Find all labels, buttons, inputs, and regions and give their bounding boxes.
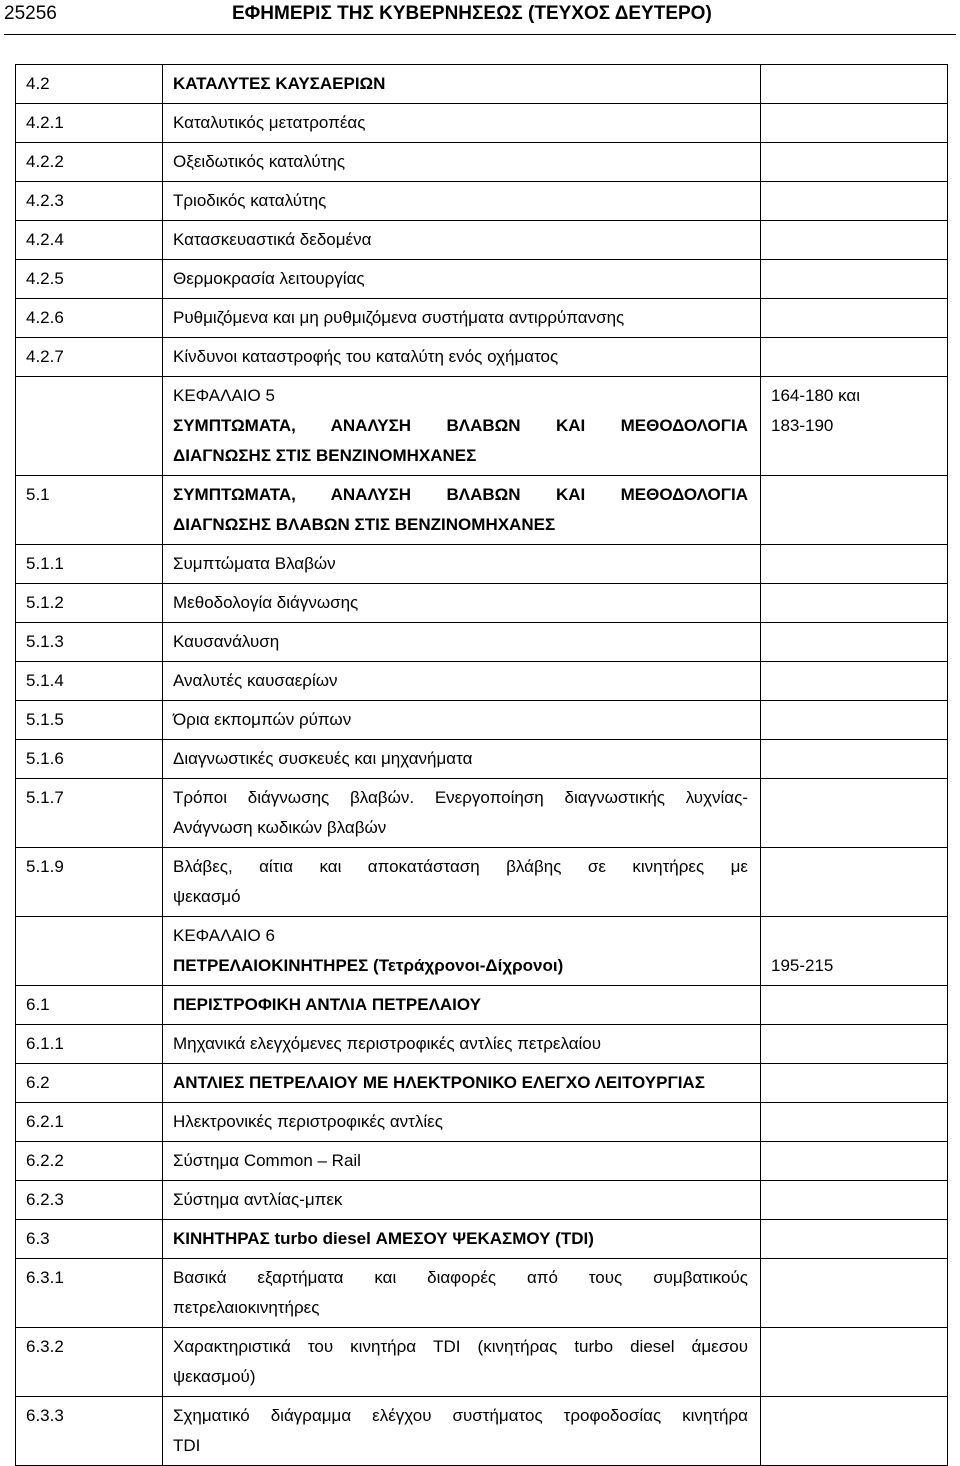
section-title <box>163 476 761 545</box>
section-number: 6.2.1 <box>16 1103 163 1142</box>
page-header <box>0 0 960 36</box>
page-range <box>761 1103 948 1142</box>
section-title: Κίνδυνοι καταστροφής του καταλύτη ενός οχήματος <box>163 338 761 377</box>
page-range <box>761 65 948 104</box>
table-row <box>16 1259 948 1328</box>
table-row <box>16 701 948 740</box>
page-range <box>761 221 948 260</box>
table-row <box>16 545 948 584</box>
section-title-line: ΣΥΜΠΤΩΜΑΤΑ, ΑΝΑΛΥΣΗ ΒΛΑΒΩΝ ΚΑΙ ΜΕΘΟΔΟΛΟΓΙΑ <box>173 485 748 504</box>
section-title-line: πετρελαιοκινητήρες <box>173 1298 320 1317</box>
page-range <box>761 1025 948 1064</box>
page-range-line: 164-180 και <box>771 386 861 405</box>
table-row <box>16 104 948 143</box>
section-number: 5.1.4 <box>16 662 163 701</box>
chapter-title <box>163 377 761 476</box>
table-row <box>16 623 948 662</box>
table-row <box>16 1064 948 1103</box>
section-title: ΑΝΤΛΙΕΣ ΠΕΤΡΕΛΑΙΟΥ ΜΕ ΗΛΕΚΤΡΟΝΙΚΟ ΕΛΕΓΧΟ ΛΕΙΤΟΥΡΓΙΑΣ <box>163 1064 761 1103</box>
table-row <box>16 1181 948 1220</box>
section-title: Σύστημα Common – Rail <box>163 1142 761 1181</box>
table-row <box>16 986 948 1025</box>
table-row <box>16 1397 948 1466</box>
page-range <box>761 545 948 584</box>
chapter-title <box>163 917 761 986</box>
section-title: ΚΙΝΗΤΗΡΑΣ turbo diesel ΑΜΕΣΟΥ ΨΕΚΑΣΜΟΥ (TDI) <box>163 1220 761 1259</box>
section-number: 4.2.1 <box>16 104 163 143</box>
section-title-line: Χαρακτηριστικά του κινητήρα TDI (κινητήρας turbo diesel άμεσου <box>173 1337 748 1356</box>
section-number <box>16 377 163 476</box>
section-number: 6.3.3 <box>16 1397 163 1466</box>
chapter-title-line: ΣΥΜΠΤΩΜΑΤΑ, ΑΝΑΛΥΣΗ ΒΛΑΒΩΝ ΚΑΙ ΜΕΘΟΔΟΛΟΓΙΑ <box>173 416 748 435</box>
table-row <box>16 65 948 104</box>
section-title: ΠΕΡΙΣΤΡΟΦΙΚΗ ΑΝΤΛΙΑ ΠΕΤΡΕΛΑΙΟΥ <box>163 986 761 1025</box>
section-number: 6.2.3 <box>16 1181 163 1220</box>
section-number: 5.1.7 <box>16 779 163 848</box>
section-title <box>163 1328 761 1397</box>
section-number: 6.2 <box>16 1064 163 1103</box>
section-number: 5.1.3 <box>16 623 163 662</box>
page-range <box>761 1064 948 1103</box>
section-title-line: TDI <box>173 1436 201 1455</box>
table-row <box>16 182 948 221</box>
page-range <box>761 338 948 377</box>
table-row <box>16 338 948 377</box>
table-row <box>16 848 948 917</box>
section-number: 4.2.6 <box>16 299 163 338</box>
section-number: 5.1.2 <box>16 584 163 623</box>
section-title: Κατασκευαστικά δεδομένα <box>163 221 761 260</box>
section-title: Όρια εκπομπών ρύπων <box>163 701 761 740</box>
section-title: Μεθοδολογία διάγνωσης <box>163 584 761 623</box>
section-title: Οξειδωτικός καταλύτης <box>163 143 761 182</box>
section-title-line: Βασικά εξαρτήματα και διαφορές από τους συμβατικούς <box>173 1268 748 1287</box>
chapter-title-line: ΠΕΤΡΕΛΑΙΟΚΙΝΗΤΗΡΕΣ (Τετράχρονοι-Δίχρονοι) <box>173 956 564 975</box>
chapter-label: ΚΕΦΑΛΑΙΟ 6 <box>173 926 275 945</box>
page-range <box>761 299 948 338</box>
section-number: 5.1.5 <box>16 701 163 740</box>
section-number: 6.1.1 <box>16 1025 163 1064</box>
section-title: Θερμοκρασία λειτουργίας <box>163 260 761 299</box>
table-row <box>16 143 948 182</box>
section-title: Μηχανικά ελεγχόμενες περιστροφικές αντλίες πετρελαίου <box>163 1025 761 1064</box>
page-range <box>761 1397 948 1466</box>
section-title: Ηλεκτρονικές περιστροφικές αντλίες <box>163 1103 761 1142</box>
section-title-line: Σχηματικό διάγραμμα ελέγχου συστήματος τροφοδοσίας κινητήρα <box>173 1406 748 1425</box>
table-row <box>16 662 948 701</box>
section-number: 6.3.1 <box>16 1259 163 1328</box>
page-range <box>761 260 948 299</box>
section-number: 4.2.3 <box>16 182 163 221</box>
section-number: 5.1.1 <box>16 545 163 584</box>
section-title: Συμπτώματα Βλαβών <box>163 545 761 584</box>
page-range <box>761 104 948 143</box>
section-title: Καυσανάλυση <box>163 623 761 662</box>
page-range <box>761 740 948 779</box>
table-row <box>16 740 948 779</box>
section-title <box>163 848 761 917</box>
table-row <box>16 1328 948 1397</box>
page-range <box>761 662 948 701</box>
section-number: 6.3.2 <box>16 1328 163 1397</box>
section-number: 4.2.4 <box>16 221 163 260</box>
section-number: 4.2.5 <box>16 260 163 299</box>
section-title <box>163 1397 761 1466</box>
section-number: 4.2.2 <box>16 143 163 182</box>
section-title: ΚΑΤΑΛΥΤΕΣ ΚΑΥΣΑΕΡΙΩΝ <box>163 65 761 104</box>
table-row <box>16 221 948 260</box>
section-title <box>163 779 761 848</box>
table-row <box>16 1220 948 1259</box>
table-row <box>16 779 948 848</box>
page-range <box>761 917 948 986</box>
section-number: 6.1 <box>16 986 163 1025</box>
section-title-line: Τρόποι διάγνωσης βλαβών. Ενεργοποίηση διαγνωστικής λυχνίας- <box>173 788 748 807</box>
section-number: 5.1.9 <box>16 848 163 917</box>
table-row <box>16 1103 948 1142</box>
table-of-contents <box>15 64 948 1466</box>
section-title-line: ψεκασμού) <box>173 1367 256 1386</box>
table-row <box>16 299 948 338</box>
section-title: Αναλυτές καυσαερίων <box>163 662 761 701</box>
page-range-line: 195-215 <box>771 956 834 975</box>
page-range <box>761 848 948 917</box>
page-range <box>761 1328 948 1397</box>
page-range <box>761 1220 948 1259</box>
chapter-title-line: ΔΙΑΓΝΩΣΗΣ ΣΤΙΣ ΒΕΝΖΙΝΟΜΗΧΑΝΕΣ <box>173 446 477 465</box>
page-range <box>761 701 948 740</box>
section-number: 5.1.6 <box>16 740 163 779</box>
page-range <box>761 1142 948 1181</box>
section-number: 4.2 <box>16 65 163 104</box>
table-row <box>16 1025 948 1064</box>
section-title <box>163 1259 761 1328</box>
section-title: Τριοδικός καταλύτης <box>163 182 761 221</box>
section-title-line: Ανάγνωση κωδικών βλαβών <box>173 818 387 837</box>
page-range <box>761 986 948 1025</box>
section-number <box>16 917 163 986</box>
page-range <box>761 623 948 662</box>
page-range <box>761 182 948 221</box>
section-title: Ρυθμιζόμενα και μη ρυθμιζόμενα συστήματα αντιρρύπανσης <box>163 299 761 338</box>
header-rule <box>4 34 956 35</box>
table-row <box>16 260 948 299</box>
section-title-line: Βλάβες, αίτια και αποκατάσταση βλάβης σε κινητήρες με <box>173 857 748 876</box>
section-title: Καταλυτικός μετατροπέας <box>163 104 761 143</box>
chapter-row <box>16 917 948 986</box>
page-range <box>761 143 948 182</box>
page-range <box>761 1259 948 1328</box>
table-row <box>16 584 948 623</box>
section-number: 6.3 <box>16 1220 163 1259</box>
section-number: 6.2.2 <box>16 1142 163 1181</box>
page-range <box>761 476 948 545</box>
page-range <box>761 779 948 848</box>
page-range <box>761 1181 948 1220</box>
section-title-line: ψεκασμό <box>173 887 241 906</box>
chapter-row <box>16 377 948 476</box>
section-title: Σύστημα αντλίας-μπεκ <box>163 1181 761 1220</box>
section-number: 4.2.7 <box>16 338 163 377</box>
page-range <box>761 584 948 623</box>
page-number: 25256 <box>4 3 57 24</box>
section-title-line: ΔΙΑΓΝΩΣΗΣ ΒΛΑΒΩΝ ΣΤΙΣ ΒΕΝΖΙΝΟΜΗΧΑΝΕΣ <box>173 515 556 534</box>
page-range <box>761 377 948 476</box>
gazette-title: ΕΦΗΜΕΡΙΣ ΤΗΣ ΚΥΒΕΡΝΗΣΕΩΣ (ΤΕΥΧΟΣ ΔΕΥΤΕΡΟ) <box>232 3 712 24</box>
chapter-label: ΚΕΦΑΛΑΙΟ 5 <box>173 386 275 405</box>
section-number: 5.1 <box>16 476 163 545</box>
page-range-line: 183-190 <box>771 416 834 435</box>
table-row <box>16 476 948 545</box>
table-row <box>16 1142 948 1181</box>
section-title: Διαγνωστικές συσκευές και μηχανήματα <box>163 740 761 779</box>
